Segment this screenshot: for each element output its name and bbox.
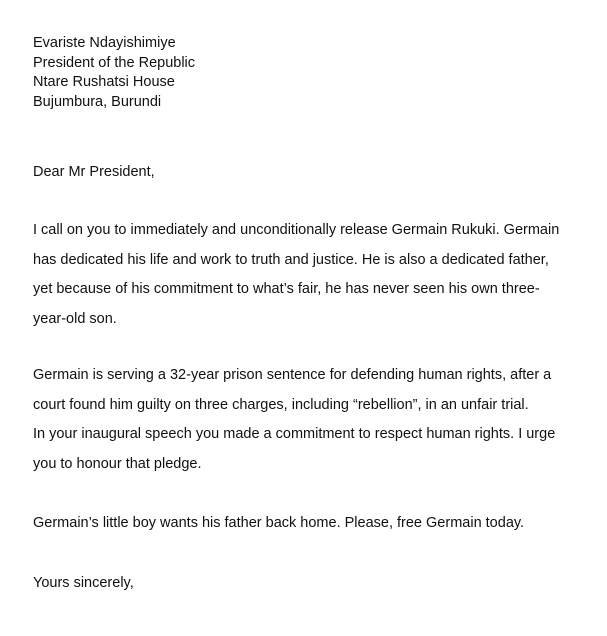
recipient-city: Bujumbura, Burundi bbox=[33, 93, 162, 110]
paragraph-release-request bbox=[33, 216, 573, 334]
recipient-address-block bbox=[33, 34, 195, 112]
salutation: Dear Mr President, bbox=[33, 164, 155, 180]
recipient-title: President of the Republic bbox=[33, 54, 196, 71]
paragraph-line: I call on you to immediately and unconditionally release Germain Rukuki. Germain bbox=[33, 222, 560, 238]
paragraph-line: In your inaugural speech you made a commitment to respect human rights. I urge bbox=[33, 426, 556, 442]
paragraph-line: yet because of his commitment to what’s fair, he has never seen his own three- bbox=[33, 281, 540, 297]
paragraph-line: has dedicated his life and work to truth and justice. He is also a dedicated father, bbox=[33, 251, 549, 268]
paragraph-line: year-old son. bbox=[33, 310, 117, 327]
recipient-address-line: Ntare Rushatsi House bbox=[33, 74, 175, 90]
recipient-name: Evariste Ndayishimiye bbox=[33, 35, 176, 51]
paragraph-line: court found him guilty on three charges, including “rebellion”, in an unfair trial. bbox=[33, 396, 529, 413]
paragraph-line: Germain’s little boy wants his father back home. Please, free Germain today. bbox=[33, 515, 525, 531]
paragraph-line: Germain is serving a 32-year prison sentence for defending human rights, after a bbox=[33, 367, 552, 383]
closing: Yours sincerely, bbox=[33, 575, 134, 591]
paragraph-appeal bbox=[33, 509, 573, 539]
paragraph-line: you to honour that pledge. bbox=[33, 455, 202, 472]
paragraph-sentence-details bbox=[33, 361, 573, 479]
